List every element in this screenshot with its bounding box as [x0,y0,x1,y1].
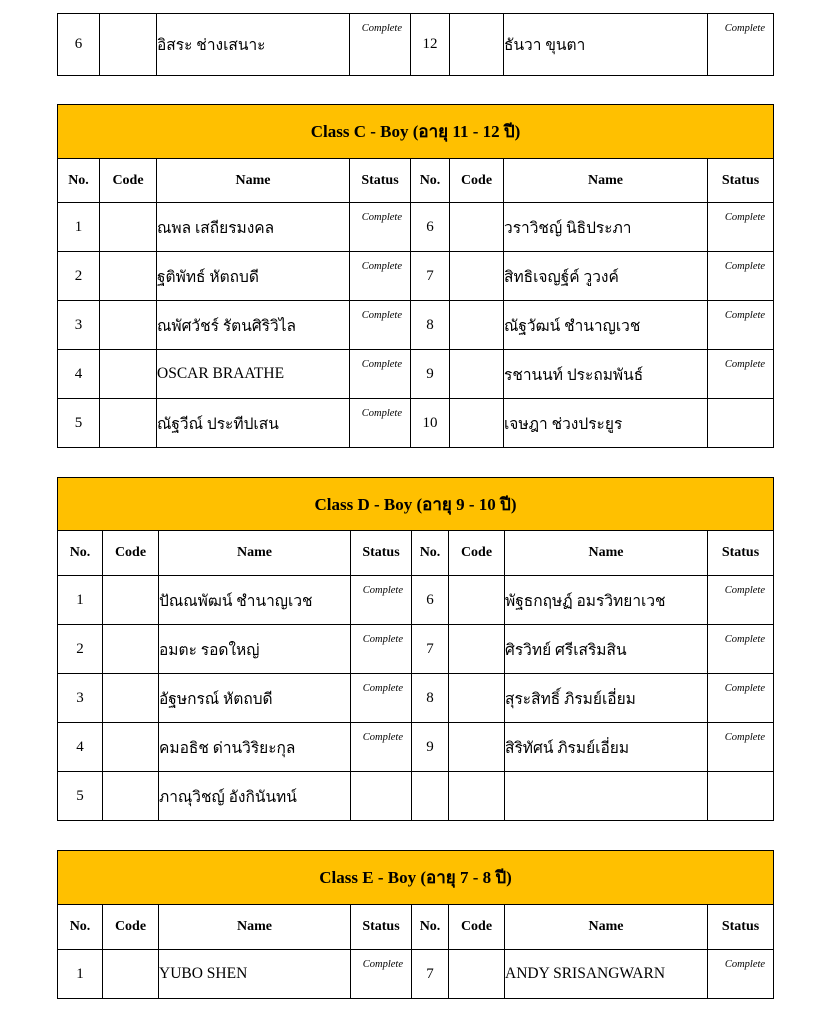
column-header-no: No. [58,159,100,203]
participant-name: รชานนท์ ประถมพันธ์ [504,350,708,399]
status-label: Complete [724,732,765,743]
row-status [350,252,411,301]
status-label: Complete [724,359,766,370]
participant-name: อัฐษกรณ์ หัตถบดี [159,674,351,723]
table-row [58,301,774,350]
row-status [708,14,774,76]
row-code [449,723,505,772]
column-header-code: Code [103,531,159,576]
status-label: Complete [361,212,402,223]
table-row [58,576,774,625]
row-code [450,14,504,76]
participant-name: สิริทัศน์ ภิรมย์เอี่ยม [505,723,708,772]
row-number: 9 [411,350,450,399]
row-status [708,723,774,772]
status-label: Complete [724,585,765,596]
row-code [449,950,505,999]
row-number: 9 [412,723,449,772]
row-code [100,350,157,399]
section-title: Class C - Boy (อายุ 11 - 12 ปี) [58,105,774,159]
row-number: 8 [412,674,449,723]
participant-name: ภาณุวิชญ์ อังกินันทน์ [159,772,351,821]
row-number: 3 [58,301,100,350]
status-label: Complete [724,634,765,645]
row-status [708,350,774,399]
status-label: Complete [362,585,403,596]
participant-name: พัฐธกฤษฏ์ อมรวิทยาเวช [505,576,708,625]
table-row [58,950,774,999]
status-label: Complete [361,310,402,321]
status-label: Complete [724,683,765,694]
row-code [103,576,159,625]
row-code [100,203,157,252]
participant-name: YUBO SHEN [159,950,351,999]
row-number: 2 [58,252,100,301]
row-status [350,301,411,350]
row-number: 10 [411,399,450,448]
column-header-no: No. [411,159,450,203]
column-header-code: Code [103,905,159,950]
column-header-status: Status [708,531,774,576]
table-row [58,399,774,448]
participant-name: อิสระ ช่างเสนาะ [157,14,350,76]
table-row [58,723,774,772]
row-status [350,14,411,76]
row-status [350,399,411,448]
row-code [103,772,159,821]
row-number [412,772,449,821]
table-row [58,674,774,723]
row-code [100,252,157,301]
row-status [351,950,412,999]
row-number: 3 [58,674,103,723]
row-status [351,674,412,723]
row-status [350,350,411,399]
row-number: 12 [411,14,450,76]
section-title: Class D - Boy (อายุ 9 - 10 ปี) [58,478,774,531]
column-header-name: Name [157,159,350,203]
column-header-name: Name [505,531,708,576]
class-d-table [57,477,774,821]
class-c-table [57,104,774,448]
status-label: Complete [361,261,402,272]
row-code [450,350,504,399]
table-body [58,950,774,999]
row-number: 7 [412,625,449,674]
participant-name: ณพล เสถียรมงคล [157,203,350,252]
participant-name: ธันวา ขุนตา [504,14,708,76]
row-code [449,625,505,674]
column-header-status: Status [351,905,412,950]
table-row [58,772,774,821]
status-label: Complete [361,408,402,419]
column-header-name: Name [504,159,708,203]
status-label: Complete [361,359,402,370]
column-header-code: Code [450,159,504,203]
row-number: 6 [58,14,100,76]
row-code [100,14,157,76]
row-status [351,576,412,625]
row-code [100,301,157,350]
participant-name [505,772,708,821]
row-number: 7 [411,252,450,301]
row-code [103,625,159,674]
column-header-name: Name [159,905,351,950]
row-status [350,203,411,252]
row-number: 1 [58,576,103,625]
row-code [449,674,505,723]
table-row [58,252,774,301]
column-header-no: No. [58,531,103,576]
column-header-name: Name [505,905,708,950]
row-number: 4 [58,723,103,772]
participant-name: OSCAR BRAATHE [157,350,350,399]
row-code [450,203,504,252]
table-row [58,625,774,674]
status-label: Complete [724,23,765,34]
column-header-code: Code [449,905,505,950]
row-number: 5 [58,399,100,448]
row-code [103,674,159,723]
participant-name: สุระสิทธิ์ ภิรมย์เอี่ยม [505,674,708,723]
participant-name: ANDY SRISANGWARN [505,950,708,999]
participant-name: ปัณณพัฒน์ ชำนาญเวช [159,576,351,625]
status-label: Complete [361,23,402,34]
row-status [351,723,412,772]
row-code [100,399,157,448]
top-fragment-table [57,13,774,76]
row-status [351,625,412,674]
row-number: 2 [58,625,103,674]
table-row [58,14,774,76]
participant-name: ณพัศวัชร์ รัตนศิริวิไล [157,301,350,350]
row-number: 6 [412,576,449,625]
participant-name: ณัฐวีณ์ ประทีปเสน [157,399,350,448]
row-code [450,252,504,301]
row-number: 7 [412,950,449,999]
status-label: Complete [724,959,766,970]
column-header-code: Code [100,159,157,203]
table-row [58,350,774,399]
table-body [58,576,774,821]
column-header-name: Name [159,531,351,576]
row-status [708,203,774,252]
class-e-table [57,850,774,999]
participant-name: ณัฐวัฒน์ ชำนาญเวช [504,301,708,350]
row-status [708,301,774,350]
status-label: Complete [362,634,403,645]
column-header-no: No. [412,905,449,950]
row-number: 1 [58,203,100,252]
participant-name: ศิรวิทย์ ศรีเสริมสิน [505,625,708,674]
row-code [449,772,505,821]
table-row [58,203,774,252]
row-status [708,950,774,999]
row-number: 5 [58,772,103,821]
column-header-status: Status [708,159,774,203]
row-code [449,576,505,625]
status-label: Complete [362,683,403,694]
row-code [450,399,504,448]
participant-name: ฐติพัทธ์ หัตถบดี [157,252,350,301]
participant-name: วราวิชญ์ นิธิประภา [504,203,708,252]
participant-name: อมตะ รอดใหญ่ [159,625,351,674]
participant-name: สิทธิเจญฐ์ค์ วูวงค์ [504,252,708,301]
row-status [708,674,774,723]
column-header-status: Status [351,531,412,576]
column-header-status: Status [350,159,411,203]
status-label: Complete [362,732,403,743]
row-number: 4 [58,350,100,399]
column-header-no: No. [58,905,103,950]
row-status [708,772,774,821]
status-label: Complete [724,261,766,272]
status-label: Complete [724,212,766,223]
column-header-no: No. [412,531,449,576]
status-label: Complete [724,310,766,321]
row-code [450,301,504,350]
section-title: Class E - Boy (อายุ 7 - 8 ปี) [58,851,774,905]
participant-name: เจษฎา ช่วงประยูร [504,399,708,448]
column-header-code: Code [449,531,505,576]
row-status [708,625,774,674]
row-status [351,772,412,821]
row-number: 6 [411,203,450,252]
row-number: 1 [58,950,103,999]
row-code [103,950,159,999]
row-status [708,252,774,301]
column-header-status: Status [708,905,774,950]
table-body [58,14,774,76]
row-status [708,576,774,625]
participant-name: คมอธิช ด่านวิริยะกุล [159,723,351,772]
row-code [103,723,159,772]
table-body [58,203,774,448]
status-label: Complete [362,959,403,970]
row-status [708,399,774,448]
row-number: 8 [411,301,450,350]
